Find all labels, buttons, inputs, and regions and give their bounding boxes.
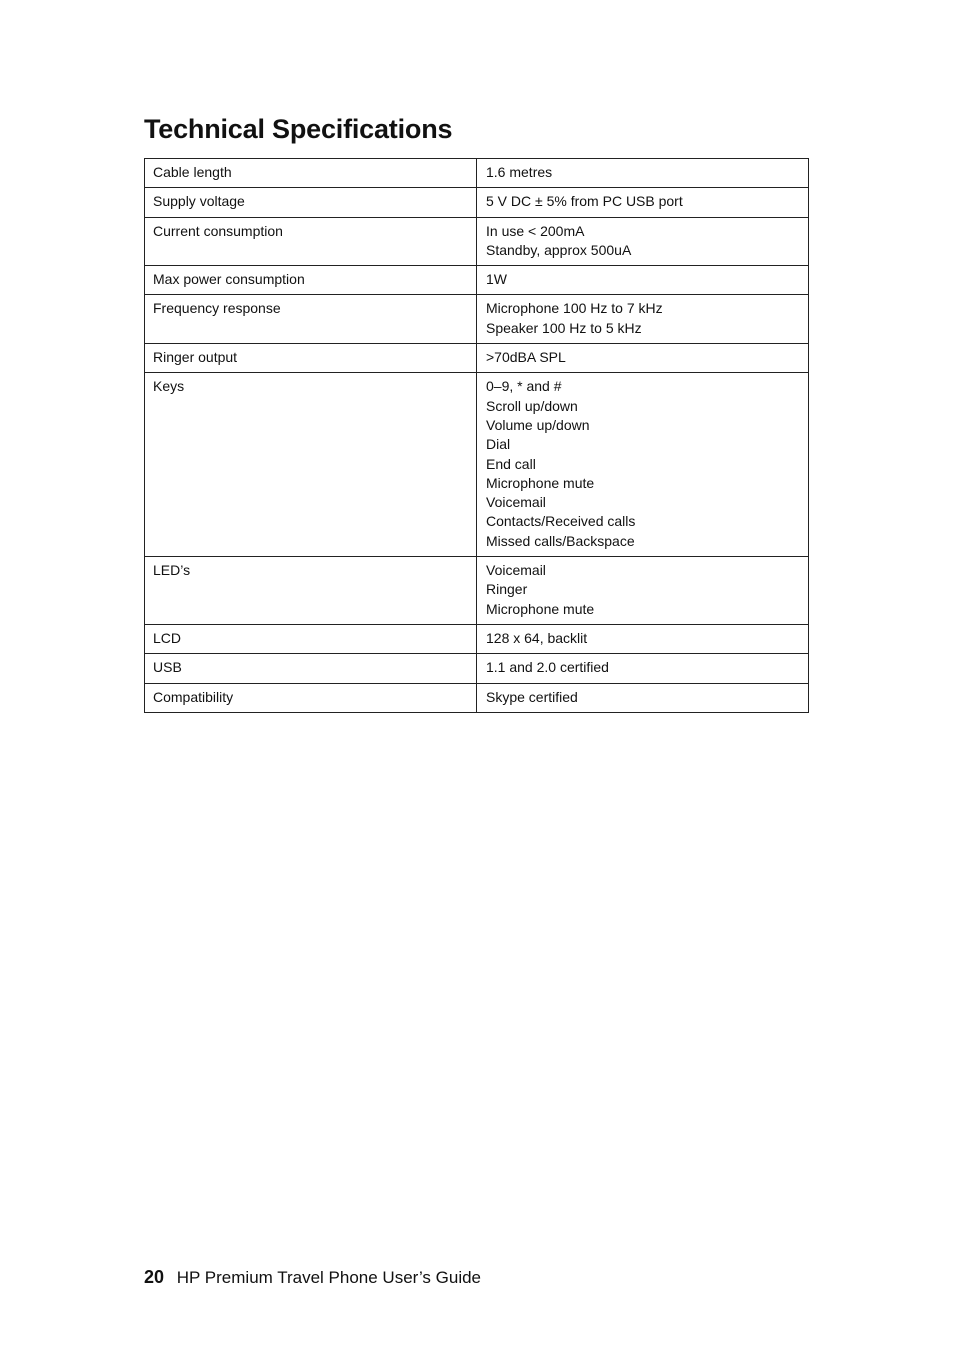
spec-label: LCD [145,624,477,653]
spec-value [477,683,809,712]
spec-value [477,557,809,625]
spec-value-line: Skype certified [486,688,578,705]
spec-value [477,217,809,266]
spec-label: Frequency response [145,295,477,344]
spec-value-line: Microphone mute [486,474,595,491]
spec-value [477,654,809,683]
spec-row [145,217,809,266]
spec-value-line: 1.1 and 2.0 certified [486,659,609,676]
spec-value [477,159,809,188]
spec-value [477,188,809,217]
spec-value-line: Scroll up/down [486,397,578,414]
spec-value-line: Voicemail [486,562,546,579]
spec-value-line: 5 V DC ± 5% from PC USB port [486,193,683,210]
spec-row [145,188,809,217]
spec-row [145,557,809,625]
spec-label: Max power consumption [145,266,477,295]
spec-row [145,295,809,344]
page-number: 20 [144,1267,165,1287]
spec-value-line: Ringer [486,581,528,598]
spec-value-line: Standby, approx 500uA [486,241,632,258]
page-title: Technical Specifications [144,114,453,144]
spec-label: LED’s [145,557,477,625]
spec-value [477,295,809,344]
spec-value-line: 1.6 metres [486,164,553,180]
spec-value-line: 128 x 64, backlit [486,629,588,646]
spec-row [145,373,809,557]
spec-row [145,624,809,653]
spec-value-line: Speaker 100 Hz to 5 kHz [486,319,642,336]
spec-value [477,266,809,295]
spec-value-line: Voicemail [486,494,546,511]
spec-value-line: Missed calls/Backspace [486,532,635,549]
spec-value-line: 0–9, * and # [486,378,562,395]
spec-label: Cable length [145,159,477,188]
spec-row [145,159,809,188]
spec-row [145,654,809,683]
page-footer [144,1267,481,1288]
spec-value-line: 1W [486,271,507,288]
spec-row [145,683,809,712]
spec-label: Ringer output [145,344,477,373]
specifications-table-body [145,159,809,713]
spec-label: Current consumption [145,217,477,266]
spec-value-line: Volume up/down [486,416,590,433]
spec-value-line: >70dBA SPL [486,349,566,366]
spec-value [477,373,809,557]
spec-label: Supply voltage [145,188,477,217]
spec-value-line: In use < 200mA [486,222,585,239]
specifications-table [144,158,809,713]
spec-value-line: Microphone mute [486,600,595,617]
guide-title: HP Premium Travel Phone User’s Guide [176,1268,482,1287]
spec-value-line: Dial [486,436,511,453]
spec-value-line: Contacts/Received calls [486,513,636,530]
spec-label: Compatibility [145,683,477,712]
spec-value-line: End call [486,455,536,472]
spec-value-line: Microphone 100 Hz to 7 kHz [486,300,663,317]
spec-value [477,344,809,373]
spec-label: Keys [145,373,477,557]
spec-row [145,344,809,373]
spec-label: USB [145,654,477,683]
spec-value [477,624,809,653]
spec-row [145,266,809,295]
